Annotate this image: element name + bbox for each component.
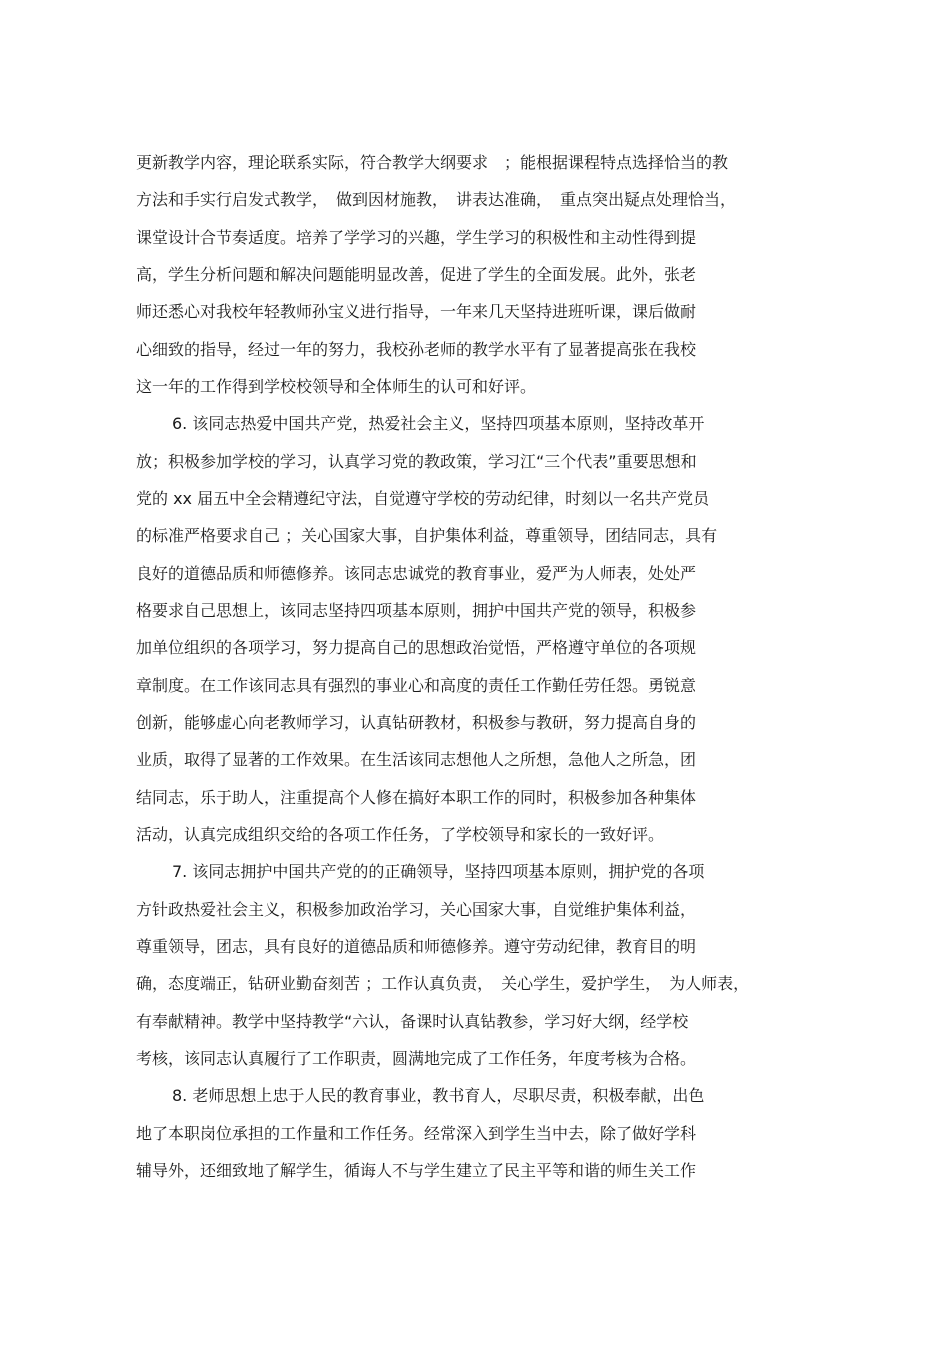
- text-line: 活动，认真完成组织交给的各项工作任务，了学校领导和家长的一致好评。: [136, 825, 665, 844]
- text-line: 更新教学内容，理论联系实际，符合教学大纲要求 ；能根据课程特点选择恰当的教: [136, 153, 729, 172]
- text-line: 党的 xx 届五中全会精遵纪守法，自觉遵守学校的劳动纪律，时刻以一名共产党员: [136, 489, 710, 508]
- text-line: 师还悉心对我校年轻教师孙宝义进行指导，一年来几天坚持进班听课，课后做耐: [136, 302, 697, 321]
- paragraph-start: 8. 老师思想上忠于人民的教育事业，教书育人，尽职尽责，积极奉献，出色: [172, 1086, 705, 1105]
- text-line: 方针政热爱社会主义，积极参加政治学习，关心国家大事，自觉维护集体利益，: [136, 900, 697, 919]
- paragraph-start: 7. 该同志拥护中国共产党的的正确领导，坚持四项基本原则，拥护党的各项: [172, 862, 705, 881]
- text-line: 放；积极参加学校的学习，认真学习党的教政策，学习江“三个代表”重要思想和: [136, 452, 697, 471]
- text-line: 章制度。在工作该同志具有强烈的事业心和高度的责任工作勤任劳任怨。勇锐意: [136, 676, 697, 695]
- text-line: 有奉献精神。教学中坚持教学“六认，备课时认真钻教参，学习好大纲，经学校: [136, 1012, 689, 1031]
- text-line: 创新，能够虚心向老教师学习，认真钻研教材，积极参与教研，努力提高自身的: [136, 713, 697, 732]
- text-line: 良好的道德品质和师德修养。该同志忠诚党的教育事业，爱严为人师表，处处严: [136, 564, 697, 583]
- text-line: 课堂设计合节奏适度。培养了学学习的兴趣，学生学习的积极性和主动性得到提: [136, 228, 697, 247]
- text-line: 辅导外，还细致地了解学生，循诲人不与学生建立了民主平等和谐的师生关工作: [136, 1161, 697, 1180]
- text-line: 格要求自己思想上，该同志坚持四项基本原则，拥护中国共产党的领导，积极参: [136, 601, 697, 620]
- text-line: 的标准严格要求自己 ；关心国家大事，自护集体利益，尊重领导，团结同志，具有: [136, 526, 718, 545]
- text-line: 加单位组织的各项学习，努力提高自己的思想政治觉悟，严格遵守单位的各项规: [136, 638, 697, 657]
- paragraph-start: 6. 该同志热爱中国共产党，热爱社会主义，坚持四项基本原则，坚持改革开: [172, 414, 705, 433]
- text-line: 方法和手实行启发式教学， 做到因材施教， 讲表达准确， 重点突出疑点处理恰当，: [136, 190, 737, 209]
- text-line: 业质，取得了显著的工作效果。在生活该同志想他人之所想，急他人之所急，团: [136, 750, 697, 769]
- text-line: 确，态度端正，钻研业勤奋刻苦 ；工作认真负责， 关心学生，爱护学生， 为人师表，: [136, 974, 750, 993]
- text-line: 高，学生分析问题和解决问题能明显改善，促进了学生的全面发展。此外，张老: [136, 265, 697, 284]
- text-line: 地了本职岗位承担的工作量和工作任务。经常深入到学生当中去，除了做好学科: [136, 1124, 697, 1143]
- text-line: 心细致的指导，经过一年的努力，我校孙老师的教学水平有了显著提高张在我校: [136, 340, 697, 359]
- text-line: 结同志，乐于助人，注重提高个人修在搞好本职工作的同时，积极参加各种集体: [136, 788, 697, 807]
- text-line: 这一年的工作得到学校校领导和全体师生的认可和好评。: [136, 377, 537, 396]
- text-line: 考核，该同志认真履行了工作职责，圆满地完成了工作任务，年度考核为合格。: [136, 1049, 697, 1068]
- text-line: 尊重领导，团志，具有良好的道德品质和师德修养。遵守劳动纪律，教育目的明: [136, 937, 697, 956]
